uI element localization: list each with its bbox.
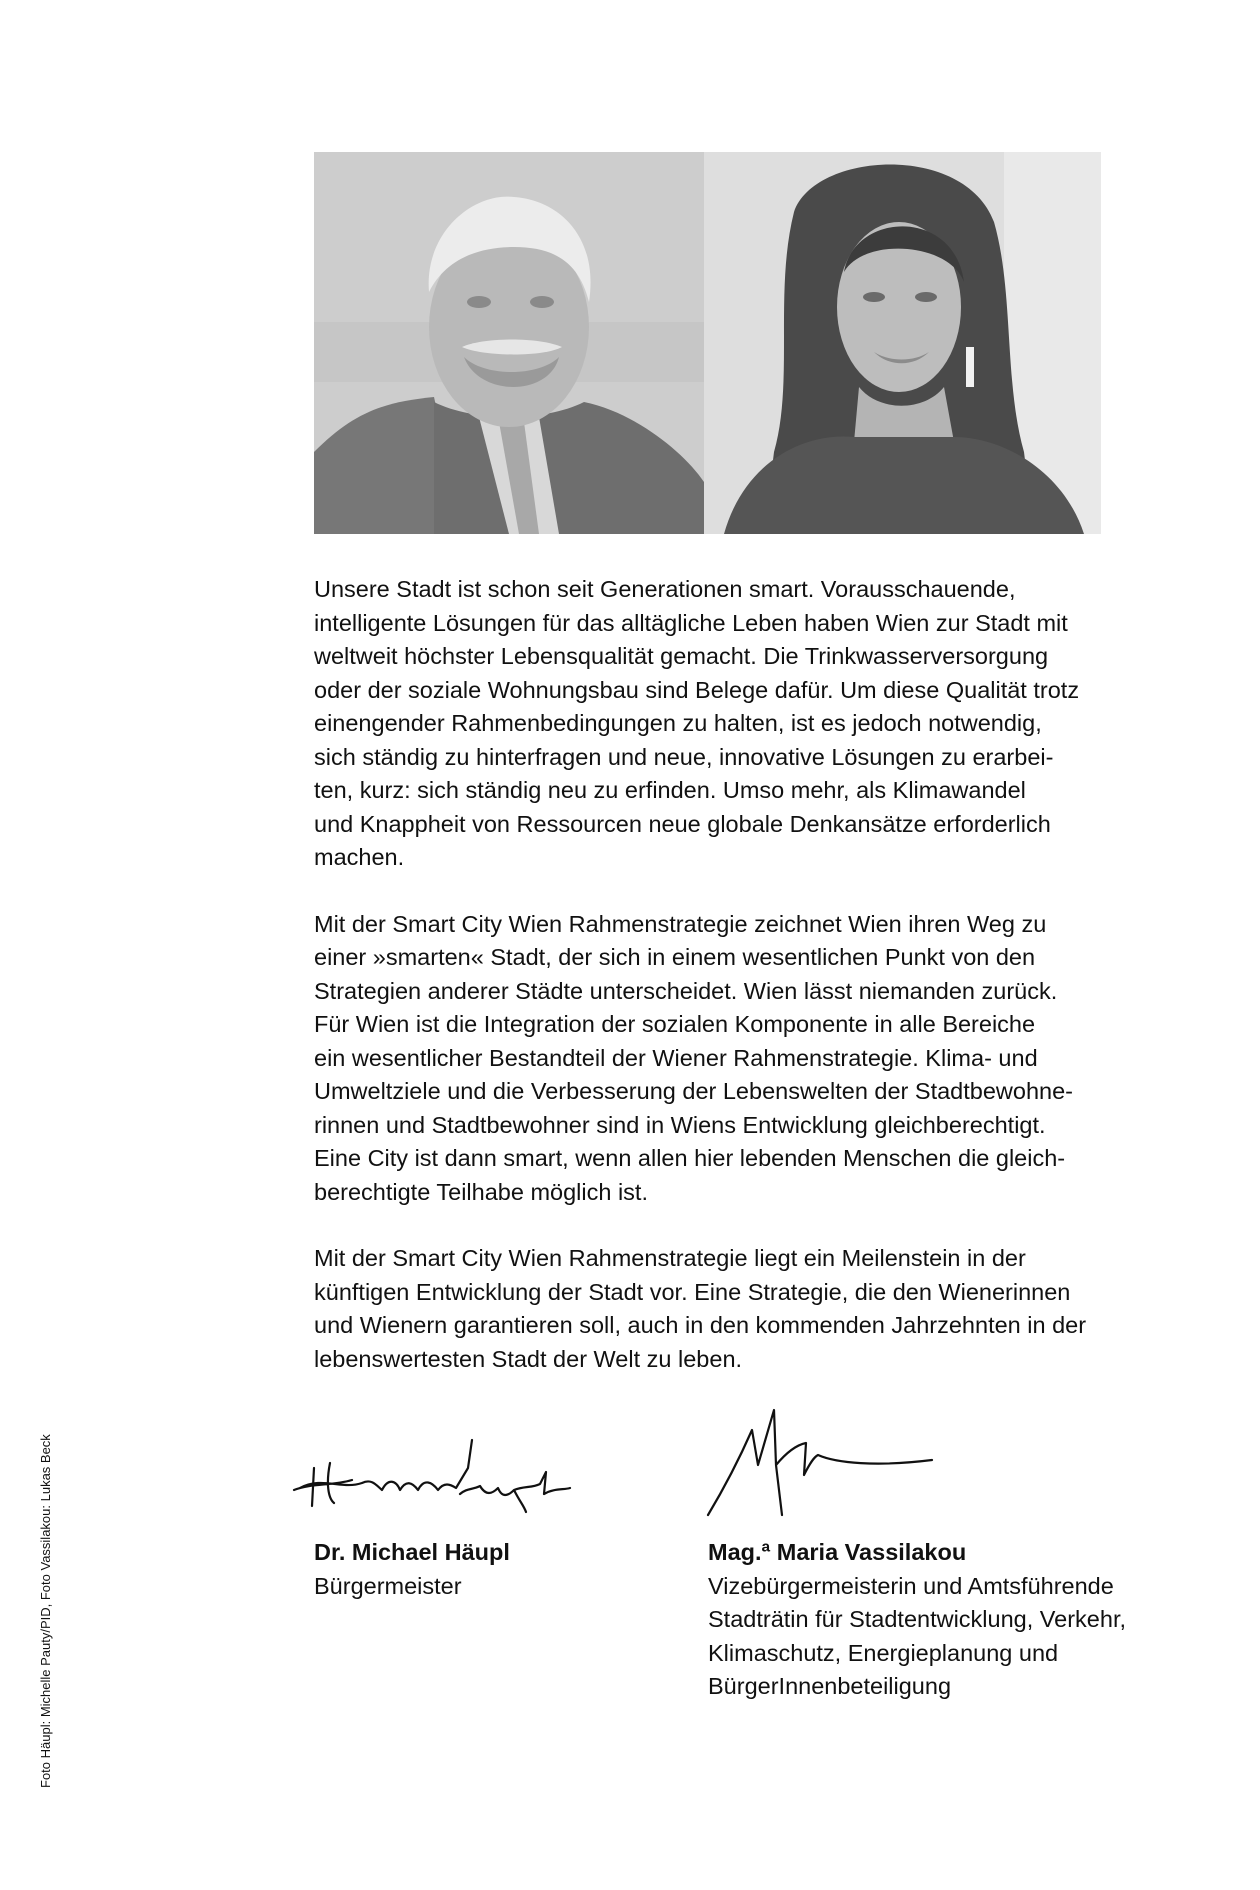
signer-right: [708, 1536, 1158, 1704]
portrait-michael-haeupl: [314, 152, 704, 534]
paragraph-2: Mit der Smart City Wien Rahmenstrategie zeichnet Wien ihren Weg zu einer »smarten« Stadt, der sich in einem wesentlichen Punkt von den Strategien anderer Städte unterscheidet. Wien lässt niemanden zurück. Für Wien ist die Integration der sozialen Komponente in alle Bereiche ein wesentlicher Bestandteil der Wiener Rahmenstrategie. Klima- und Umweltziele und die Verbesserung der Lebenswelten der Stadtbewohne- rinnen und Stadtbewohner sind in Wiens Entwicklung gleichberechtigt. Eine City ist dann smart, wenn allen hier lebenden Menschen die gleich- berechtigte Teilhabe möglich ist.: [314, 910, 1073, 1205]
signer-left-role: Bürgermeister: [314, 1572, 462, 1599]
portrait-vassilakou-drawing: [704, 152, 1101, 534]
paragraph-3: Mit der Smart City Wien Rahmenstrategie liegt ein Meilenstein in der künftigen Entwicklung der Stadt vor. Eine Strategie, die den Wienerinnen und Wienern garantieren soll, auch in den kommenden Jahrzehnten in der lebenswertesten Stadt der Welt zu leben.: [314, 1245, 1087, 1372]
signature-maria-vassilakou: [706, 1405, 936, 1525]
portrait-haeupl-drawing: [314, 152, 704, 534]
portrait-photos: [314, 152, 1101, 534]
signer-left: [314, 1536, 674, 1603]
portrait-maria-vassilakou: [704, 152, 1101, 534]
signature-michael-haeupl: [292, 1428, 572, 1518]
signer-right-name: Mag.ª Maria Vassilakou: [708, 1539, 967, 1565]
paragraph-1: Unsere Stadt ist schon seit Generationen smart. Vorausschauende, intelligente Lösungen für das alltägliche Leben haben Wien zur Stadt mit weltweit höchster Lebensqualität gemacht. Die Trinkwasserversorgung oder der soziale Wohnungsbau sind Belege dafür. Um diese Qualität trotz einengender Rahmenbedingungen zu halten, ist es jedoch notwendig, sich ständig zu hinterfragen und neue, innovative Lösungen zu erarbei- ten, kurz: sich ständig neu zu erfinden. Umso mehr, als Klimawandel und Knappheit von Ressourcen neue globale Denkansätze erforderlich machen.: [314, 576, 1080, 870]
body-text: [314, 573, 1114, 1409]
signer-left-name: Dr. Michael Häupl: [314, 1539, 510, 1565]
photo-credit: Foto Häupl: Michelle Pauty/PID, Foto Vassilakou: Lukas Beck: [38, 1434, 53, 1788]
signer-right-role: Vizebürgermeisterin und Amtsführende Stadträtin für Stadtentwicklung, Verkehr, Klimaschutz, Energieplanung und BürgerInnenbeteiligung: [708, 1572, 1127, 1699]
